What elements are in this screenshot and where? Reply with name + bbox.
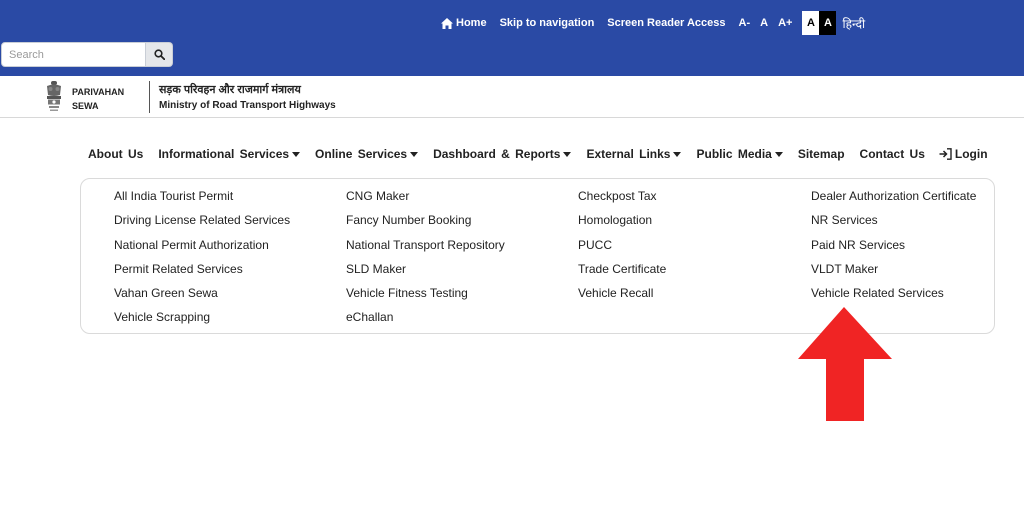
nav-public-media[interactable] [696, 147, 782, 161]
dropdown-column-4 [811, 189, 976, 310]
search-icon [154, 49, 165, 60]
caret-down-icon [292, 152, 300, 157]
home-label: Home [456, 17, 487, 29]
nav-dashboard-reports[interactable] [433, 147, 571, 161]
language-hindi-link[interactable]: हिन्दी [842, 16, 866, 31]
menu-item-trade-certificate[interactable]: Trade Certificate [578, 261, 667, 276]
accessibility-links [441, 12, 865, 34]
menu-item-vahan-green-sewa[interactable]: Vahan Green Sewa [114, 286, 218, 301]
ministry-name-hindi: सड़क परिवहन और राजमार्ग मंत्रालय [159, 84, 301, 96]
dropdown-column-3 [578, 189, 666, 310]
menu-item-national-transport-repository[interactable]: National Transport Repository [346, 237, 505, 252]
menu-item-homologation[interactable]: Homologation [578, 213, 653, 228]
dropdown-column-1 [114, 189, 290, 335]
top-header-bar [0, 0, 1024, 76]
light-contrast-button[interactable]: A [802, 11, 819, 35]
nav-contact-us[interactable] [860, 147, 925, 161]
menu-item-dealer-authorization-certificate[interactable]: Dealer Authorization Certificate [811, 189, 977, 203]
font-normal-button[interactable]: A [760, 17, 769, 29]
menu-item-checkpost-tax[interactable]: Checkpost Tax [578, 189, 657, 203]
caret-down-icon [775, 152, 783, 157]
caret-down-icon [410, 152, 418, 157]
brand-name-line1: PARIVAHAN [72, 87, 125, 97]
nav-item-label: Dashboard & Reports [433, 147, 561, 161]
nav-item-label: Public Media [696, 147, 772, 161]
caret-down-icon [673, 152, 681, 157]
nav-item-label: Sitemap [797, 147, 845, 161]
nav-external-links[interactable] [586, 147, 681, 161]
menu-item-vldt-maker[interactable]: VLDT Maker [811, 261, 879, 276]
nav-sitemap[interactable] [798, 147, 845, 161]
search-bar [1, 42, 173, 67]
brand-name-line2: SEWA [72, 101, 99, 111]
menu-item-pucc[interactable]: PUCC [578, 237, 613, 252]
nav-informational-services[interactable] [158, 147, 300, 161]
menu-item-fancy-number-booking[interactable]: Fancy Number Booking [346, 213, 472, 228]
nav-online-services[interactable] [315, 147, 418, 161]
site-branding [0, 76, 1024, 118]
nav-login[interactable] [939, 147, 988, 161]
font-increase-button[interactable]: A+ [778, 17, 793, 29]
nav-item-label: Online Services [315, 147, 408, 161]
screen-reader-access-link[interactable]: Screen Reader Access [607, 17, 726, 29]
dark-contrast-button[interactable]: A [819, 11, 836, 35]
brand-name[interactable] [72, 85, 124, 113]
national-emblem-icon[interactable] [42, 80, 66, 114]
menu-item-vehicle-scrapping[interactable]: Vehicle Scrapping [114, 310, 211, 325]
search-input[interactable] [1, 42, 146, 67]
menu-item-driving-license-services[interactable]: Driving License Related Services [114, 213, 291, 228]
font-decrease-button[interactable]: A- [738, 17, 751, 29]
menu-item-vehicle-fitness-testing[interactable]: Vehicle Fitness Testing [346, 286, 468, 301]
menu-item-cng-maker[interactable]: CNG Maker [346, 189, 410, 203]
home-icon [441, 18, 453, 29]
menu-item-vehicle-recall[interactable]: Vehicle Recall [578, 286, 654, 301]
menu-item-vehicle-related-services[interactable]: Vehicle Related Services [811, 286, 944, 301]
dropdown-column-2 [346, 189, 505, 335]
login-icon [939, 148, 952, 160]
red-arrow-up-icon [798, 307, 892, 421]
menu-item-echallan[interactable]: eChallan [346, 310, 394, 325]
brand-divider [149, 81, 150, 113]
menu-item-paid-nr-services[interactable]: Paid NR Services [811, 237, 906, 252]
nav-item-label: External Links [586, 147, 671, 161]
menu-item-all-india-tourist-permit[interactable]: All India Tourist Permit [114, 189, 234, 203]
nav-item-label: About Us [88, 147, 144, 161]
login-label: Login [954, 147, 988, 161]
skip-to-navigation-link[interactable]: Skip to navigation [499, 17, 595, 29]
nav-item-label: Contact Us [859, 147, 925, 161]
main-navigation [88, 145, 988, 163]
home-link[interactable] [441, 17, 487, 29]
menu-item-permit-related-services[interactable]: Permit Related Services [114, 261, 243, 276]
nav-about-us[interactable] [88, 147, 143, 161]
caret-down-icon [563, 152, 571, 157]
ministry-name-english: Ministry of Road Transport Highways [159, 100, 336, 111]
menu-item-national-permit-authorization[interactable]: National Permit Authorization [114, 237, 269, 252]
search-button[interactable] [146, 42, 173, 67]
menu-item-nr-services[interactable]: NR Services [811, 213, 878, 228]
nav-item-label: Informational Services [158, 147, 290, 161]
menu-item-sld-maker[interactable]: SLD Maker [346, 261, 407, 276]
